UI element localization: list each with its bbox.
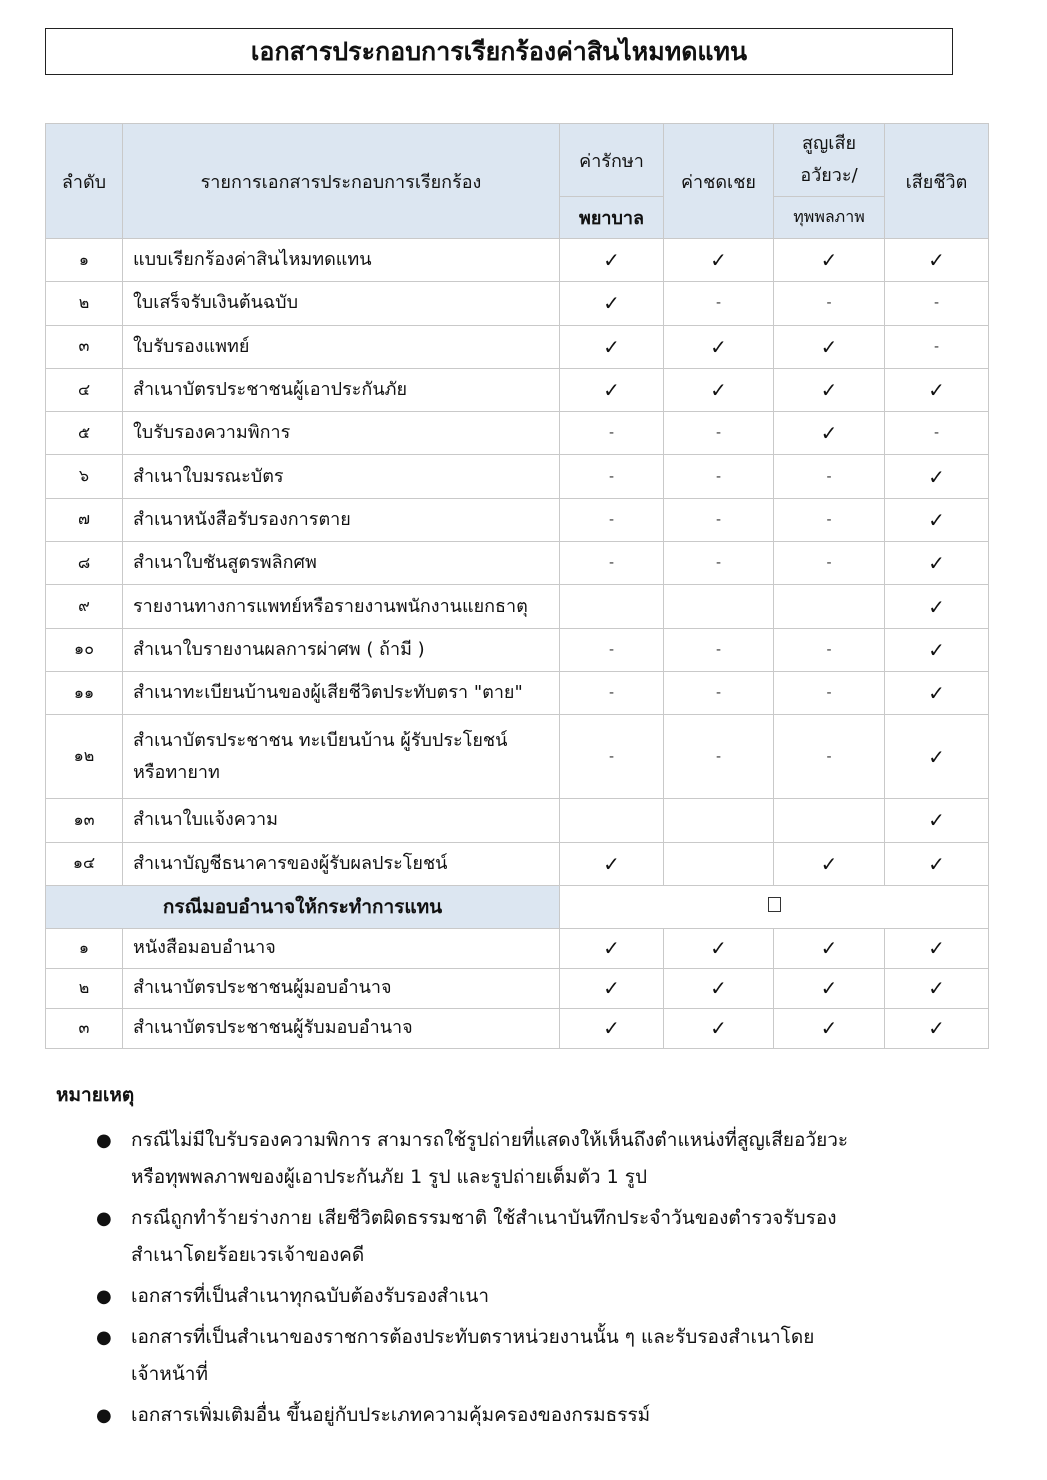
row-number: ๑๔ [46, 842, 123, 885]
empty-cell [560, 585, 664, 628]
table-row [46, 542, 989, 585]
document-title: เอกสารประกอบการเรียกร้องค่าสินไหมทดแทน [45, 28, 953, 75]
table-row [46, 412, 989, 455]
table-row [46, 715, 989, 799]
row-number: ๓ [46, 1008, 123, 1048]
dash-mark: - [885, 282, 989, 325]
note-item [56, 1319, 956, 1393]
notes-list [56, 1122, 956, 1434]
check-icon: ✓ [774, 368, 885, 411]
row-number: ๑๐ [46, 628, 123, 671]
table-row [46, 799, 989, 842]
bullet-icon: ● [96, 1286, 112, 1307]
note-text: เอกสารที่เป็นสำเนาทุกฉบับต้องรับรองสำเนา [131, 1285, 490, 1307]
bullet-icon: ● [96, 1130, 112, 1151]
row-item: สำเนาหนังสือรับรองการตาย [123, 498, 560, 541]
row-item: สำเนาใบมรณะบัตร [123, 455, 560, 498]
check-icon: ✓ [560, 239, 664, 282]
note-text: เอกสารที่เป็นสำเนาของราชการต้องประทับตราหน่วยงานนั้น ๆ และรับรองสำเนาโดย เจ้าหน้าที่ [131, 1326, 815, 1385]
row-item: รายงานทางการแพทย์หรือรายงานพนักงานแยกธาตุ [123, 585, 560, 628]
dash-mark: - [774, 455, 885, 498]
placeholder-box-icon [768, 897, 781, 912]
table-row [46, 585, 989, 628]
dash-mark: - [774, 282, 885, 325]
table-row [46, 928, 989, 968]
check-icon: ✓ [774, 928, 885, 968]
dash-mark: - [560, 671, 664, 714]
row-number: ๑ [46, 928, 123, 968]
check-icon: ✓ [774, 325, 885, 368]
check-icon: ✓ [560, 842, 664, 885]
empty-cell [664, 585, 774, 628]
row-number: ๕ [46, 412, 123, 455]
row-number: ๑๓ [46, 799, 123, 842]
dash-mark: - [664, 412, 774, 455]
header-death: เสียชีวิต [885, 124, 989, 239]
note-item [56, 1397, 956, 1434]
note-text: เอกสารเพิ่มเติมอื่น ขึ้นอยู่กับประเภทความคุ้มครองของกรมธรรม์ [131, 1404, 651, 1426]
table-row [46, 1008, 989, 1048]
row-item: สำเนาใบชันสูตรพลิกศพ [123, 542, 560, 585]
check-icon: ✓ [664, 968, 774, 1008]
row-item: สำเนาบัญชีธนาคารของผู้รับผลประโยชน์ [123, 842, 560, 885]
check-icon: ✓ [774, 842, 885, 885]
dash-mark: - [774, 542, 885, 585]
check-icon: ✓ [664, 368, 774, 411]
dash-mark: - [774, 628, 885, 671]
row-item: ใบรับรองความพิการ [123, 412, 560, 455]
check-icon: ✓ [560, 325, 664, 368]
row-number: ๒ [46, 968, 123, 1008]
documents-table [45, 123, 989, 1049]
check-icon: ✓ [885, 455, 989, 498]
row-number: ๓ [46, 325, 123, 368]
note-text: กรณีไม่มีใบรับรองความพิการ สามารถใช้รูปถ่ายที่แสดงให้เห็นถึงตำแหน่งที่สูญเสียอวัยวะ หรือทุพพลภาพของผู้เอาประกันภัย 1 รูป และรูปถ่ายเต็มตัว 1 รูป [131, 1129, 849, 1188]
table-row [46, 325, 989, 368]
check-icon: ✓ [774, 239, 885, 282]
dash-mark: - [560, 715, 664, 799]
check-icon: ✓ [885, 968, 989, 1008]
notes [56, 1080, 956, 1438]
check-icon: ✓ [560, 928, 664, 968]
note-item [56, 1200, 956, 1274]
check-icon: ✓ [885, 799, 989, 842]
table-row [46, 968, 989, 1008]
table-row [46, 455, 989, 498]
dash-mark: - [664, 542, 774, 585]
header-disability-bottom: ทุพพลภาพ [774, 197, 885, 239]
row-item: สำเนาบัตรประชาชนผู้มอบอำนาจ [123, 968, 560, 1008]
dash-mark: - [774, 715, 885, 799]
table-row [46, 671, 989, 714]
check-icon: ✓ [560, 1008, 664, 1048]
dash-mark: - [664, 455, 774, 498]
row-number: ๔ [46, 368, 123, 411]
table-row [46, 628, 989, 671]
empty-cell [774, 799, 885, 842]
check-icon: ✓ [560, 282, 664, 325]
note-item [56, 1278, 956, 1315]
row-item: สำเนาใบรายงานผลการผ่าศพ ( ถ้ามี ) [123, 628, 560, 671]
check-icon: ✓ [664, 1008, 774, 1048]
row-number: ๘ [46, 542, 123, 585]
row-item: หนังสือมอบอำนาจ [123, 928, 560, 968]
header-medical-top: ค่ารักษา [560, 124, 664, 197]
section-empty-cell [560, 885, 989, 928]
bullet-icon: ● [96, 1208, 112, 1229]
dash-mark: - [664, 671, 774, 714]
row-item: สำเนาบัตรประชาชนผู้เอาประกันภัย [123, 368, 560, 411]
header-compensation: ค่าชดเชย [664, 124, 774, 239]
section-title: กรณีมอบอำนาจให้กระทำการแทน [46, 885, 560, 928]
check-icon: ✓ [664, 928, 774, 968]
row-item: ใบรับรองแพทย์ [123, 325, 560, 368]
row-number: ๒ [46, 282, 123, 325]
dash-mark: - [560, 628, 664, 671]
row-number: ๑๒ [46, 715, 123, 799]
header-no: ลำดับ [46, 124, 123, 239]
check-icon: ✓ [885, 842, 989, 885]
check-icon: ✓ [885, 585, 989, 628]
row-number: ๖ [46, 455, 123, 498]
check-icon: ✓ [885, 928, 989, 968]
check-icon: ✓ [774, 1008, 885, 1048]
row-number: ๗ [46, 498, 123, 541]
dash-mark: - [774, 671, 885, 714]
row-number: ๑ [46, 239, 123, 282]
notes-title: หมายเหตุ [56, 1084, 135, 1106]
dash-mark: - [664, 498, 774, 541]
check-icon: ✓ [885, 368, 989, 411]
note-item [56, 1122, 956, 1196]
check-icon: ✓ [885, 542, 989, 585]
check-icon: ✓ [664, 325, 774, 368]
check-icon: ✓ [885, 1008, 989, 1048]
bullet-icon: ● [96, 1327, 112, 1348]
header-item: รายการเอกสารประกอบการเรียกร้อง [123, 124, 560, 239]
dash-mark: - [664, 715, 774, 799]
dash-mark: - [664, 628, 774, 671]
check-icon: ✓ [885, 628, 989, 671]
row-item: สำเนาบัตรประชาชนผู้รับมอบอำนาจ [123, 1008, 560, 1048]
table-row [46, 842, 989, 885]
dash-mark: - [664, 282, 774, 325]
dash-mark: - [885, 325, 989, 368]
dash-mark: - [885, 412, 989, 455]
header-medical-bottom: พยาบาล [560, 197, 664, 239]
row-item: สำเนาบัตรประชาชน ทะเบียนบ้าน ผู้รับประโยชน์ หรือทายาท [123, 715, 560, 799]
check-icon: ✓ [560, 368, 664, 411]
dash-mark: - [560, 542, 664, 585]
row-number: ๙ [46, 585, 123, 628]
bullet-icon: ● [96, 1405, 112, 1426]
dash-mark: - [560, 412, 664, 455]
table-row [46, 368, 989, 411]
check-icon: ✓ [885, 715, 989, 799]
empty-cell [774, 585, 885, 628]
table-row [46, 498, 989, 541]
empty-cell [664, 842, 774, 885]
dash-mark: - [560, 498, 664, 541]
row-item: แบบเรียกร้องค่าสินไหมทดแทน [123, 239, 560, 282]
header-disability-top: สูญเสีย อวัยวะ/ [774, 124, 885, 197]
empty-cell [664, 799, 774, 842]
dash-mark: - [774, 498, 885, 541]
check-icon: ✓ [885, 498, 989, 541]
row-item: ใบเสร็จรับเงินต้นฉบับ [123, 282, 560, 325]
row-item: สำเนาใบแจ้งความ [123, 799, 560, 842]
empty-cell [560, 799, 664, 842]
dash-mark: - [560, 455, 664, 498]
check-icon: ✓ [885, 239, 989, 282]
check-icon: ✓ [774, 412, 885, 455]
check-icon: ✓ [885, 671, 989, 714]
section-row [46, 885, 989, 928]
row-number: ๑๑ [46, 671, 123, 714]
note-text: กรณีถูกทำร้ายร่างกาย เสียชีวิตผิดธรรมชาติ ใช้สำเนาบันทึกประจำวันของตำรวจรับรอง สำเนาโดยร้อยเวรเจ้าของคดี [131, 1207, 837, 1266]
check-icon: ✓ [560, 968, 664, 1008]
check-icon: ✓ [664, 239, 774, 282]
table-row [46, 239, 989, 282]
table-row [46, 282, 989, 325]
row-item: สำเนาทะเบียนบ้านของผู้เสียชีวิตประทับตรา "ตาย" [123, 671, 560, 714]
check-icon: ✓ [774, 968, 885, 1008]
